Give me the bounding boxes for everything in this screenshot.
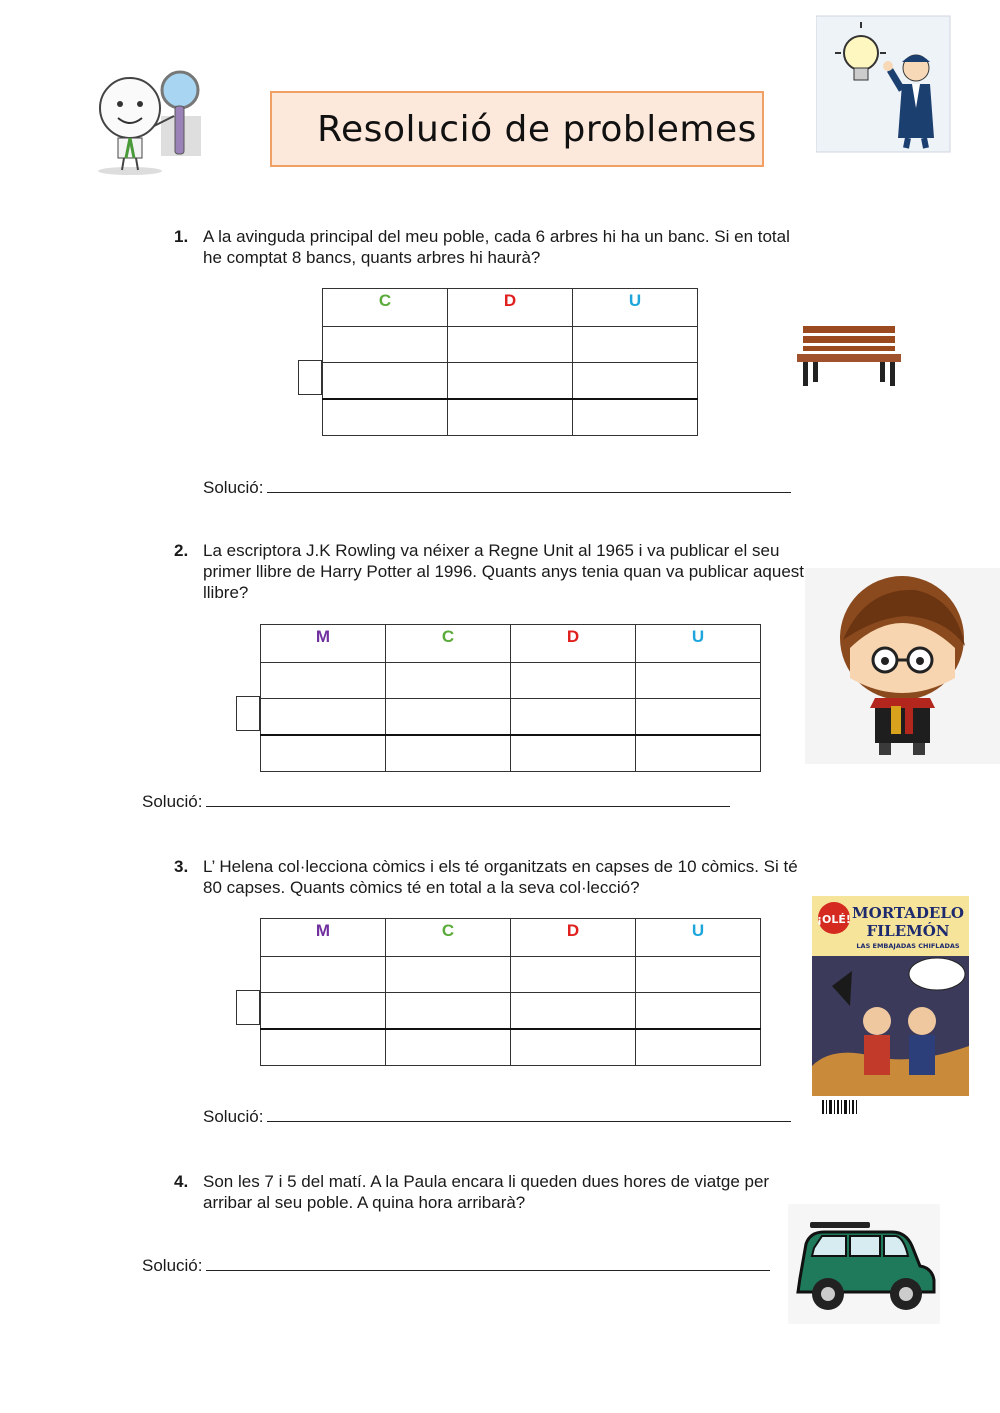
cell[interactable] <box>386 993 511 1030</box>
column-header-c: C <box>386 625 511 663</box>
problem-line: he comptat 8 bancs, quants arbres hi haurà? <box>203 248 541 267</box>
problem-text <box>203 540 804 603</box>
solution-label: Solució: <box>203 478 264 497</box>
problem-number: 1. <box>174 227 189 246</box>
result-cell[interactable] <box>636 1029 761 1066</box>
column-header-d: D <box>511 625 636 663</box>
result-cell[interactable] <box>386 1029 511 1066</box>
problem-1 <box>174 226 874 270</box>
car-icon <box>788 1204 940 1324</box>
result-cell[interactable] <box>511 1029 636 1066</box>
cell[interactable] <box>448 327 573 363</box>
column-header-u: U <box>636 919 761 957</box>
cell[interactable] <box>511 663 636 699</box>
place-value-table-2 <box>260 624 761 772</box>
problem-number: 2. <box>174 541 189 560</box>
title-box <box>270 91 764 167</box>
problem-line: llibre? <box>203 583 249 602</box>
operator-box[interactable] <box>298 360 322 395</box>
column-header-d: D <box>511 919 636 957</box>
magnifier-character-icon <box>88 68 208 178</box>
comic-cover-icon <box>812 896 969 1118</box>
cell[interactable] <box>636 663 761 699</box>
problem-line: primer llibre de Harry Potter al 1996. Quants anys tenia quan va publicar aquest <box>203 562 804 581</box>
cell[interactable] <box>511 699 636 736</box>
cell[interactable] <box>261 993 386 1030</box>
answer-line[interactable] <box>267 1107 791 1122</box>
result-cell[interactable] <box>386 735 511 772</box>
problem-line: 80 capses. Quants còmics té en total a la seva col·lecció? <box>203 878 640 897</box>
comic-title-1: MORTADELO <box>852 904 964 922</box>
problem-number: 3. <box>174 857 189 876</box>
page-title: Resolució de problemes <box>317 108 757 150</box>
problem-text <box>203 1171 769 1213</box>
operator-box[interactable] <box>236 990 260 1025</box>
result-cell[interactable] <box>261 735 386 772</box>
solution-2 <box>142 792 730 812</box>
problem-line: Son les 7 i 5 del matí. A la Paula encara li queden dues hores de viatge per <box>203 1172 770 1191</box>
problem-line: A la avinguda principal del meu poble, cada 6 arbres hi ha un banc. Si en total <box>203 227 790 246</box>
result-cell[interactable] <box>323 399 448 436</box>
column-header-c: C <box>323 289 448 327</box>
answer-line[interactable] <box>206 792 730 807</box>
comic-badge: ¡OLÉ! <box>817 913 851 926</box>
cell[interactable] <box>573 363 698 400</box>
cell[interactable] <box>323 327 448 363</box>
column-header-u: U <box>636 625 761 663</box>
solution-label: Solució: <box>142 1256 203 1275</box>
solution-4 <box>142 1256 770 1276</box>
column-header-m: M <box>261 625 386 663</box>
cell[interactable] <box>386 957 511 993</box>
problem-line: La escriptora J.K Rowling va néixer a Regne Unit al 1965 i va publicar el seu <box>203 541 780 560</box>
problem-2 <box>174 540 874 604</box>
cell[interactable] <box>573 327 698 363</box>
solution-label: Solució: <box>203 1107 264 1126</box>
result-cell[interactable] <box>636 735 761 772</box>
result-cell[interactable] <box>573 399 698 436</box>
cell[interactable] <box>261 957 386 993</box>
answer-line[interactable] <box>267 478 791 493</box>
harry-potter-icon <box>805 568 1000 764</box>
column-header-d: D <box>448 289 573 327</box>
result-cell[interactable] <box>261 1029 386 1066</box>
result-cell[interactable] <box>511 735 636 772</box>
cell[interactable] <box>261 699 386 736</box>
cell[interactable] <box>511 993 636 1030</box>
problem-3 <box>174 856 874 900</box>
lightbulb-man-icon <box>816 8 951 153</box>
comic-subtitle: LAS EMBAJADAS CHIFLADAS <box>856 942 960 950</box>
column-header-c: C <box>386 919 511 957</box>
problem-4 <box>174 1171 874 1215</box>
column-header-m: M <box>261 919 386 957</box>
problem-line: L’ Helena col·lecciona còmics i els té organitzats en capses de 10 còmics. Si té <box>203 857 798 876</box>
problem-line: arribar al seu poble. A quina hora arribarà? <box>203 1193 526 1212</box>
cell[interactable] <box>511 957 636 993</box>
problem-text <box>203 226 790 268</box>
answer-line[interactable] <box>206 1256 770 1271</box>
cell[interactable] <box>636 993 761 1030</box>
cell[interactable] <box>323 363 448 400</box>
place-value-table-1 <box>322 288 698 436</box>
comic-title-2: FILEMÓN <box>866 922 950 940</box>
place-value-table-3 <box>260 918 761 1066</box>
cell[interactable] <box>386 699 511 736</box>
solution-1 <box>203 478 791 498</box>
cell[interactable] <box>636 699 761 736</box>
bench-icon <box>795 322 903 388</box>
column-header-u: U <box>573 289 698 327</box>
solution-label: Solució: <box>142 792 203 811</box>
result-cell[interactable] <box>448 399 573 436</box>
cell[interactable] <box>448 363 573 400</box>
cell[interactable] <box>386 663 511 699</box>
cell[interactable] <box>636 957 761 993</box>
operator-box[interactable] <box>236 696 260 731</box>
problem-text <box>203 856 798 898</box>
solution-3 <box>203 1107 791 1127</box>
problem-number: 4. <box>174 1172 189 1191</box>
cell[interactable] <box>261 663 386 699</box>
